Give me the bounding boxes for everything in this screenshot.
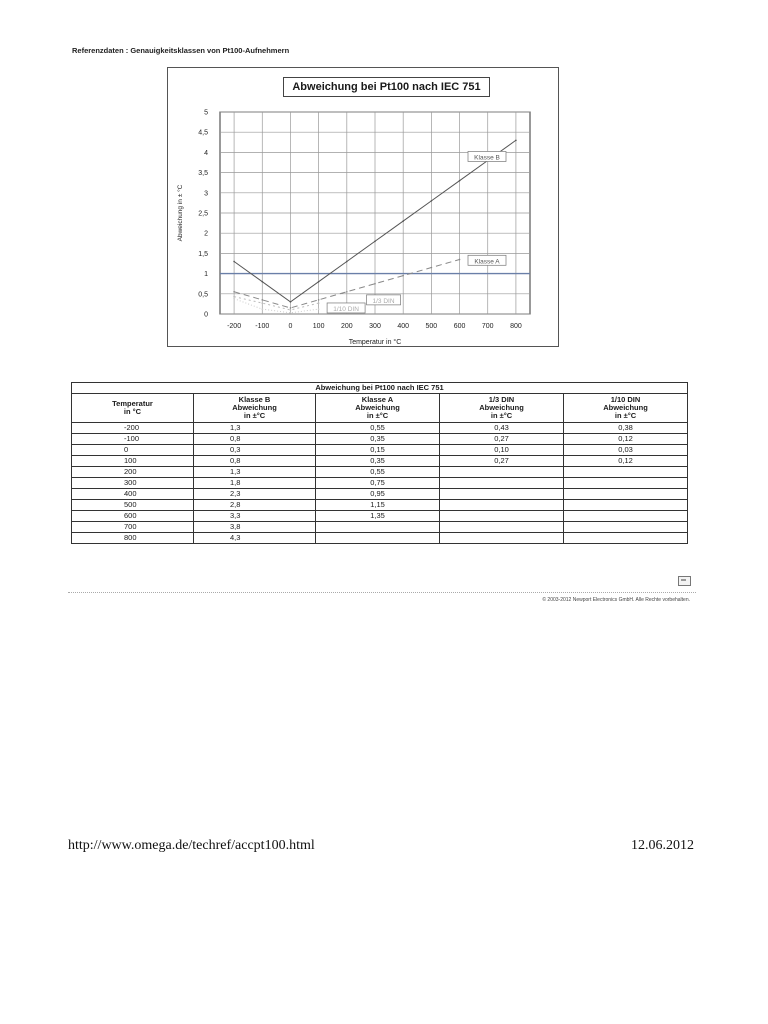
deviation-table [71,382,688,544]
table-cell: 0,95 [316,489,440,500]
table-cell: 0 [72,445,194,456]
data-point [233,296,235,298]
table-cell: 0,75 [316,478,440,489]
table-cell: 0,15 [316,445,440,456]
data-point [431,267,433,269]
table-cell [564,500,688,511]
table-cell: -200 [72,423,194,434]
data-point [318,299,320,301]
table-header-line: in ±°C [614,411,637,420]
y-tick-label: 0,5 [198,291,208,299]
table-header-4 [564,394,688,423]
x-tick-label: 400 [397,323,410,330]
data-point [290,312,292,314]
table-header-line: in °C [123,407,142,416]
table-header-1 [194,394,316,423]
data-point [290,309,292,311]
data-point [402,275,404,277]
table-header-line: Abweichung [355,403,400,412]
table-header-line: Abweichung [232,403,277,412]
table-cell: 1,8 [194,478,316,489]
data-point [374,283,376,285]
table-row [72,533,688,544]
table-cell: 600 [72,511,194,522]
table-cell: 3,3 [194,511,316,522]
y-tick-label: 5 [204,109,208,117]
table-cell: 0,38 [564,423,688,434]
data-point [261,299,263,301]
table-row [72,423,688,434]
table-cell: 0,55 [316,467,440,478]
table-body [72,423,688,544]
copyright-text: © 2003-2012 Newport Electronics GmbH. Alle Rechte vorbehalten. [542,597,690,603]
table-header-line: 1/10 DIN [610,395,641,404]
x-tick-label: 700 [481,323,494,330]
table-header-line: in ±°C [366,411,389,420]
table-cell [564,511,688,522]
table-cell [564,489,688,500]
x-axis-label: Temperatur in °C [348,339,402,346]
table-cell [564,478,688,489]
y-tick-label: 2,5 [198,210,208,218]
table-header-line: Abweichung [479,403,524,412]
data-point [515,139,517,141]
table-header-line: in ±°C [243,411,266,420]
footer-divider [68,592,696,593]
y-tick-label: 1,5 [198,250,208,258]
data-point [459,259,461,261]
table-cell: 0,10 [440,445,564,456]
table-cell: 4,3 [194,533,316,544]
table-header-line: Klasse B [238,395,271,404]
table-header-line: Temperatur [112,399,153,408]
data-point [290,301,292,303]
table-cell [440,478,564,489]
table-cell [564,467,688,478]
table-row [72,522,688,533]
data-point [261,281,263,283]
table-cell [440,533,564,544]
table-header-2 [316,394,440,423]
data-point [402,220,404,222]
print-icon[interactable] [678,576,691,586]
table-header-3 [440,394,564,423]
data-point [261,302,263,304]
table-cell: 0,27 [440,456,564,467]
table-cell: 400 [72,489,194,500]
table-cell: 0,55 [316,423,440,434]
table-header-row [72,394,688,423]
table-row [72,478,688,489]
table-cell: 0,8 [194,434,316,445]
x-tick-label: 100 [312,323,325,330]
table-row [72,445,688,456]
table-cell: 700 [72,522,194,533]
data-point [346,291,348,293]
table-cell: 0,35 [316,434,440,445]
data-point [290,307,292,309]
table-cell: 500 [72,500,194,511]
data-point [261,308,263,310]
table-cell [316,533,440,544]
table-cell: 0,43 [440,423,564,434]
table-cell [440,522,564,533]
table-cell [440,489,564,500]
x-tick-label: -100 [255,323,270,330]
data-point [233,261,235,263]
data-point [318,302,320,304]
table-header-0 [72,394,194,423]
x-tick-label: 800 [510,323,522,330]
x-tick-label: -200 [227,323,242,330]
table-cell: 0,8 [194,456,316,467]
table-cell: 1,3 [194,467,316,478]
data-point [459,180,461,182]
data-point [233,298,235,300]
chart-canvas [168,68,560,348]
table-cell: 0,35 [316,456,440,467]
page-heading: Referenzdaten : Genauigkeitsklassen von Pt100-Aufnehmern [72,46,290,55]
table-cell: 300 [72,478,194,489]
data-point [374,240,376,242]
table-row [72,434,688,445]
x-tick-label: 300 [369,323,381,330]
data-point [318,281,320,283]
table-cell: 0,27 [440,434,564,445]
data-point [233,291,235,293]
print-date: 12.06.2012 [631,838,694,853]
y-tick-label: 3 [204,190,208,198]
table-title: Abweichung bei Pt100 nach IEC 751 [72,383,688,394]
y-tick-label: 4 [204,149,208,157]
y-tick-label: 1 [204,271,208,279]
table-cell: 800 [72,533,194,544]
table-cell [440,467,564,478]
table-cell: 0,03 [564,445,688,456]
table-row [72,456,688,467]
table-cell: 1,3 [194,423,316,434]
table-cell: 0,3 [194,445,316,456]
y-tick-label: 4,5 [198,129,208,137]
table-cell: 0,12 [564,434,688,445]
table-cell: 3,8 [194,522,316,533]
table-header-line: in ±°C [490,411,513,420]
table-cell: 200 [72,467,194,478]
table-header-line: Klasse A [361,395,394,404]
table-cell: 100 [72,456,194,467]
table-cell: 2,3 [194,489,316,500]
series-label: 1/3 DIN [372,297,395,305]
chart-title: Abweichung bei Pt100 nach IEC 751 [283,77,490,97]
table-cell [564,533,688,544]
table-cell [440,500,564,511]
table-cell: 1,35 [316,511,440,522]
table-cell: 2,8 [194,500,316,511]
table-row [72,500,688,511]
y-axis-label: Abweichung in ± °C [177,184,184,242]
data-point [346,261,348,263]
x-tick-label: 0 [288,323,293,330]
x-tick-label: 200 [340,323,353,330]
deviation-chart [167,67,559,347]
table-row [72,511,688,522]
table-cell [316,522,440,533]
series-label: Klasse B [474,154,500,162]
table-row [72,489,688,500]
table-cell: 0,12 [564,456,688,467]
series-label: Klasse A [474,258,500,266]
table-row [72,467,688,478]
y-tick-label: 0 [204,311,208,319]
table-cell: 1,15 [316,500,440,511]
series-label: 1/10 DIN [333,305,359,313]
data-point [431,200,433,202]
table-cell: -100 [72,434,194,445]
table-cell [564,522,688,533]
y-tick-label: 3,5 [198,170,208,178]
source-url: http://www.omega.de/techref/accpt100.html [68,838,315,853]
y-tick-label: 2 [204,230,208,238]
table-cell [440,511,564,522]
table-header-line: 1/3 DIN [488,395,515,404]
data-point [318,308,320,310]
x-tick-label: 600 [453,323,466,330]
table-header-line: Abweichung [603,403,648,412]
x-tick-label: 500 [425,323,438,330]
